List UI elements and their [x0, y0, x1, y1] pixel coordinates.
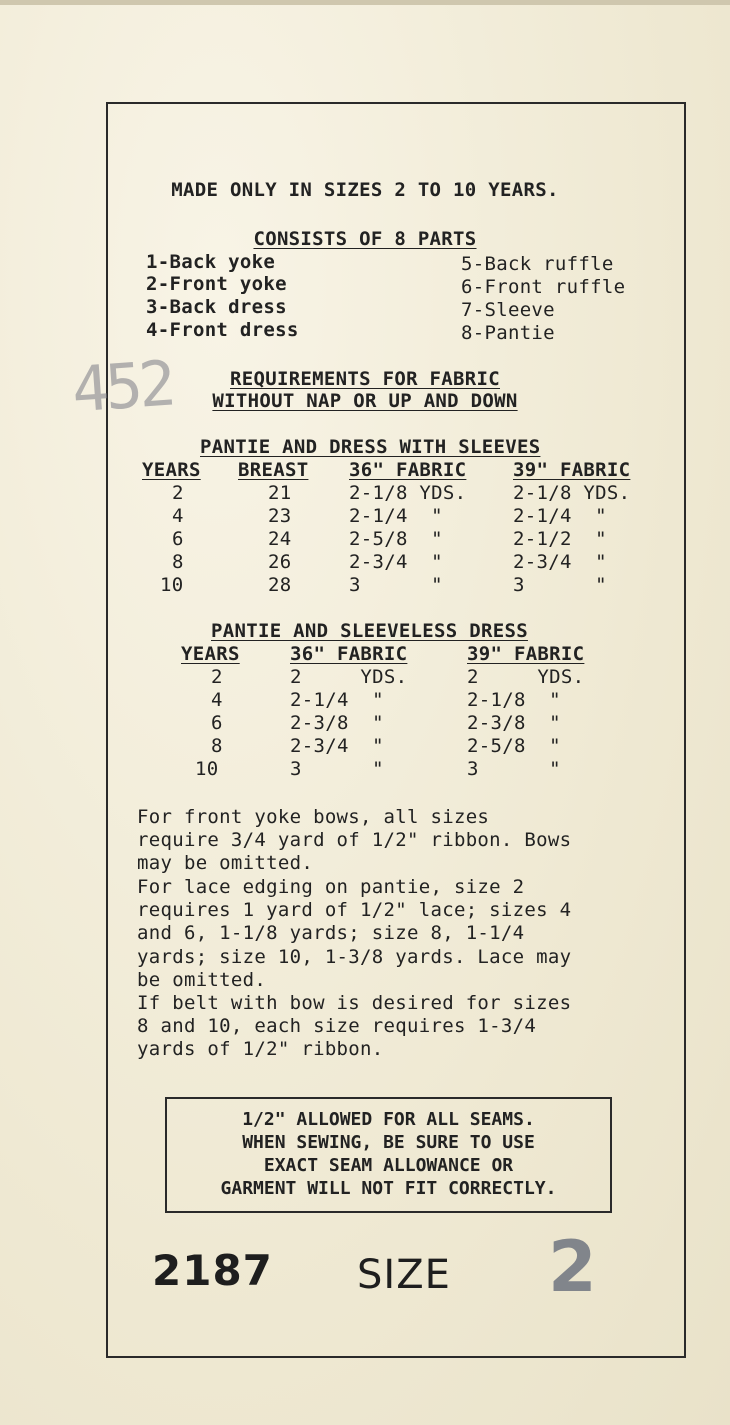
seam-line: 1/2" ALLOWED FOR ALL SEAMS.	[242, 1109, 535, 1130]
table1-cell: 2	[172, 482, 184, 504]
table1-cell: 2-1/8 YDS.	[349, 482, 467, 504]
table1-cell: 6	[172, 528, 184, 550]
part-item: 3-Back dress	[146, 296, 287, 318]
note-line: If belt with bow is desired for sizes	[137, 992, 572, 1014]
table1-cell: 2-3/4 "	[349, 551, 443, 573]
part-item: 8-Pantie	[461, 322, 555, 344]
table1-header: 39" FABRIC	[513, 459, 631, 481]
table2-cell: 2	[211, 666, 223, 688]
table1-cell: 8	[172, 551, 184, 573]
header-text: MADE ONLY IN SIZES 2 TO 10 YEARS.	[171, 179, 559, 201]
table2-cell: 2-1/4 "	[290, 689, 384, 711]
parts-title: CONSISTS OF 8 PARTS	[253, 228, 477, 250]
note-line: yards; size 10, 1-3/8 yards. Lace may	[137, 946, 572, 968]
seam-line: WHEN SEWING, BE SURE TO USE	[242, 1132, 535, 1153]
table1-cell: 3 "	[513, 574, 607, 596]
note-line: For front yoke bows, all sizes	[137, 806, 490, 828]
ink-stamp-number: 452	[69, 346, 175, 427]
table2-cell: 2-3/4 "	[290, 735, 384, 757]
note-line: requires 1 yard of 1/2" lace; sizes 4	[137, 899, 572, 921]
table2-cell: 2-3/8 "	[290, 712, 384, 734]
size-value-stamp: 2	[548, 1226, 597, 1308]
table2-cell: 2 YDS.	[467, 666, 585, 688]
table2-header: 39" FABRIC	[467, 643, 585, 665]
table2-cell: 4	[211, 689, 223, 711]
table2-cell: 3 "	[467, 758, 561, 780]
note-line: be omitted.	[137, 969, 267, 991]
note-line: require 3/4 yard of 1/2" ribbon. Bows	[137, 829, 572, 851]
table2-header: YEARS	[181, 643, 240, 665]
table1-title: PANTIE AND DRESS WITH SLEEVES	[200, 436, 541, 458]
requirements-line1: REQUIREMENTS FOR FABRIC	[230, 368, 500, 390]
table2-cell: 10	[195, 758, 219, 780]
part-item: 6-Front ruffle	[461, 276, 626, 298]
seam-line: EXACT SEAM ALLOWANCE OR	[263, 1155, 514, 1176]
pattern-number: 2187	[152, 1246, 273, 1295]
part-item: 2-Front yoke	[146, 273, 287, 295]
table2-cell: 8	[211, 735, 223, 757]
table1-cell: 2-1/2 "	[513, 528, 607, 550]
table1-cell: 2-3/4 "	[513, 551, 607, 573]
table1-cell: 24	[268, 528, 292, 550]
table1-cell: 3 "	[349, 574, 443, 596]
note-line: may be omitted.	[137, 852, 314, 874]
table2-cell: 2-3/8 "	[467, 712, 561, 734]
table1-cell: 26	[268, 551, 292, 573]
table1-cell: 2-1/4 "	[513, 505, 607, 527]
table1-cell: 10	[160, 574, 184, 596]
note-line: and 6, 1-1/8 yards; size 8, 1-1/4	[137, 922, 525, 944]
table1-cell: 21	[268, 482, 292, 504]
table2-cell: 2 YDS.	[290, 666, 408, 688]
table2-header: 36" FABRIC	[290, 643, 408, 665]
table1-cell: 4	[172, 505, 184, 527]
table1-cell: 2-1/4 "	[349, 505, 443, 527]
part-item: 7-Sleeve	[461, 299, 555, 321]
top-edge	[0, 0, 730, 5]
table2-cell: 2-5/8 "	[467, 735, 561, 757]
table2-title: PANTIE AND SLEEVELESS DRESS	[211, 620, 528, 642]
seam-line: GARMENT WILL NOT FIT CORRECTLY.	[220, 1178, 557, 1199]
table2-cell: 3 "	[290, 758, 384, 780]
table1-header: BREAST	[238, 459, 309, 481]
table2-cell: 2-1/8 "	[467, 689, 561, 711]
note-line: yards of 1/2" ribbon.	[137, 1038, 384, 1060]
part-item: 4-Front dress	[146, 319, 299, 341]
part-item: 5-Back ruffle	[461, 253, 614, 275]
table1-cell: 23	[268, 505, 292, 527]
table2-cell: 6	[211, 712, 223, 734]
size-label: SIZE	[357, 1252, 451, 1298]
requirements-line2: WITHOUT NAP OR UP AND DOWN	[212, 390, 518, 412]
table1-cell: 28	[268, 574, 292, 596]
table1-cell: 2-5/8 "	[349, 528, 443, 550]
table1-cell: 2-1/8 YDS.	[513, 482, 631, 504]
note-line: 8 and 10, each size requires 1-3/4	[137, 1015, 537, 1037]
note-line: For lace edging on pantie, size 2	[137, 876, 525, 898]
table1-header: 36" FABRIC	[349, 459, 467, 481]
table1-header: YEARS	[142, 459, 201, 481]
part-item: 1-Back yoke	[146, 251, 276, 273]
seam-allowance-box	[165, 1097, 612, 1213]
